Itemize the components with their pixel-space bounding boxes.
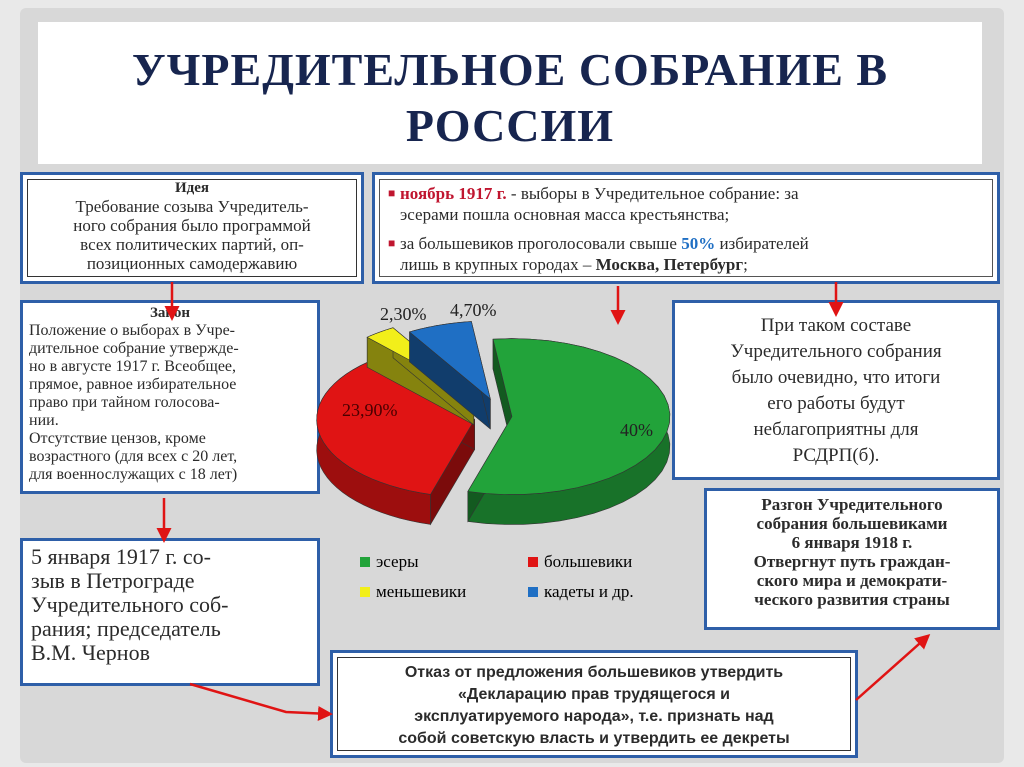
dispersal-line: собрания большевиками xyxy=(756,514,948,533)
chart-legend xyxy=(352,546,672,606)
elections-text: эсерами пошла основная масса крестьянства; xyxy=(400,205,730,224)
refusal-line: собой советскую власть и утвердить ее декреты xyxy=(398,730,790,747)
dispersal-line: 6 января 1918 г. xyxy=(791,533,913,552)
legend-swatch xyxy=(528,587,538,597)
result-box xyxy=(672,300,1000,480)
elections-text: лишь в крупных городах – xyxy=(400,255,596,274)
legend-swatch xyxy=(360,587,370,597)
legend-item xyxy=(360,582,466,602)
legend-label: меньшевики xyxy=(376,582,467,601)
elections-text: за большевиков проголосовали свыше xyxy=(400,234,682,253)
january-line: 5 января 1917 г. со- xyxy=(31,544,212,569)
refusal-line: эксплуатируемого народа», т.е. признать над xyxy=(414,708,774,725)
january-box xyxy=(20,538,320,686)
january-text xyxy=(23,541,317,669)
legend-label: большевики xyxy=(544,552,633,571)
idea-text xyxy=(28,197,356,273)
law-line: право при тайном голосова- xyxy=(29,394,220,411)
law-box xyxy=(20,300,320,494)
refusal-line: Отказ от предложения большевиков утвердить xyxy=(404,664,784,681)
elections-item-2 xyxy=(380,233,992,275)
refusal-line: «Декларацию прав трудящегося и xyxy=(457,686,731,703)
idea-line: всех политических партий, оп- xyxy=(80,235,304,254)
legend-swatch xyxy=(360,557,370,567)
january-line: Учредительного соб- xyxy=(31,592,229,617)
elections-cities: Москва, Петербург xyxy=(595,255,744,274)
legend-item xyxy=(528,582,634,602)
law-line: нии. xyxy=(29,412,59,429)
idea-line: Требование созыва Учредитель- xyxy=(75,197,309,216)
result-line: неблагоприятны для xyxy=(753,419,919,440)
law-line: но в августе 1917 г. Всеобщее, xyxy=(29,358,237,375)
bullet-icon: ■ xyxy=(388,186,396,200)
elections-text: ; xyxy=(743,255,748,274)
idea-line: позиционных самодержавию xyxy=(86,254,298,273)
elections-item-1 xyxy=(380,183,992,225)
page-title: УЧРЕДИТЕЛЬНОЕ СОБРАНИЕ В РОССИИ xyxy=(131,44,889,151)
law-line: для военнослужащих с 18 лет) xyxy=(29,466,238,483)
idea-heading: Идея xyxy=(174,180,210,196)
elections-inner xyxy=(379,179,993,277)
law-text xyxy=(23,322,317,484)
elections-text: - выборы в Учредительное собрание: за xyxy=(506,184,799,203)
elections-pct: 50% xyxy=(681,234,716,253)
legend-label: кадеты и др. xyxy=(544,582,634,601)
pie-chart xyxy=(310,296,672,528)
january-line: рания; председатель xyxy=(31,616,221,641)
pie-label-1: 23,90% xyxy=(342,400,398,420)
legend-item xyxy=(528,552,632,572)
elections-text: избирателей xyxy=(715,234,809,253)
dispersal-line: Отвергнут путь граждан- xyxy=(753,552,951,571)
law-line: возрастного (для всех с 20 лет, xyxy=(29,448,238,465)
result-line: Учредительного собрания xyxy=(730,341,942,362)
result-text xyxy=(675,303,997,469)
january-line: зыв в Петрограде xyxy=(31,568,195,593)
elections-box xyxy=(372,172,1000,284)
dispersal-line: ческого развития страны xyxy=(754,590,950,609)
refusal-inner xyxy=(337,657,851,751)
result-line: было очевидно, что итоги xyxy=(731,367,941,388)
result-line: его работы будут xyxy=(767,393,905,414)
law-line: Положение о выборах в Учре- xyxy=(29,322,236,339)
idea-box xyxy=(20,172,364,284)
pie-label-0: 40% xyxy=(620,420,653,440)
pie-label-3: 4,70% xyxy=(450,300,497,320)
legend-swatch xyxy=(528,557,538,567)
law-heading: Закон xyxy=(149,305,190,321)
refusal-box xyxy=(330,650,858,758)
title-box xyxy=(38,22,982,164)
dispersal-box xyxy=(704,488,1000,630)
legend-label: эсеры xyxy=(376,552,419,571)
dispersal-line: Разгон Учредительного xyxy=(761,495,943,514)
law-line: прямое, равное избирательное xyxy=(29,376,237,393)
pie-label-2: 2,30% xyxy=(380,304,427,324)
result-line: При таком составе xyxy=(760,315,912,336)
refusal-text xyxy=(338,658,850,750)
bullet-icon: ■ xyxy=(388,236,396,250)
january-line: В.М. Чернов xyxy=(31,640,150,665)
dispersal-text xyxy=(707,491,997,609)
idea-inner xyxy=(27,179,357,277)
elections-date: ноябрь 1917 г. xyxy=(400,184,507,203)
idea-line: ного собрания было программой xyxy=(73,216,311,235)
result-line: РСДРП(б). xyxy=(792,445,880,466)
dispersal-line: ского мира и демократи- xyxy=(756,571,948,590)
law-line: дительное собрание утвержде- xyxy=(29,340,239,357)
law-line: Отсутствие цензов, кроме xyxy=(29,430,206,447)
legend-item xyxy=(360,552,419,572)
